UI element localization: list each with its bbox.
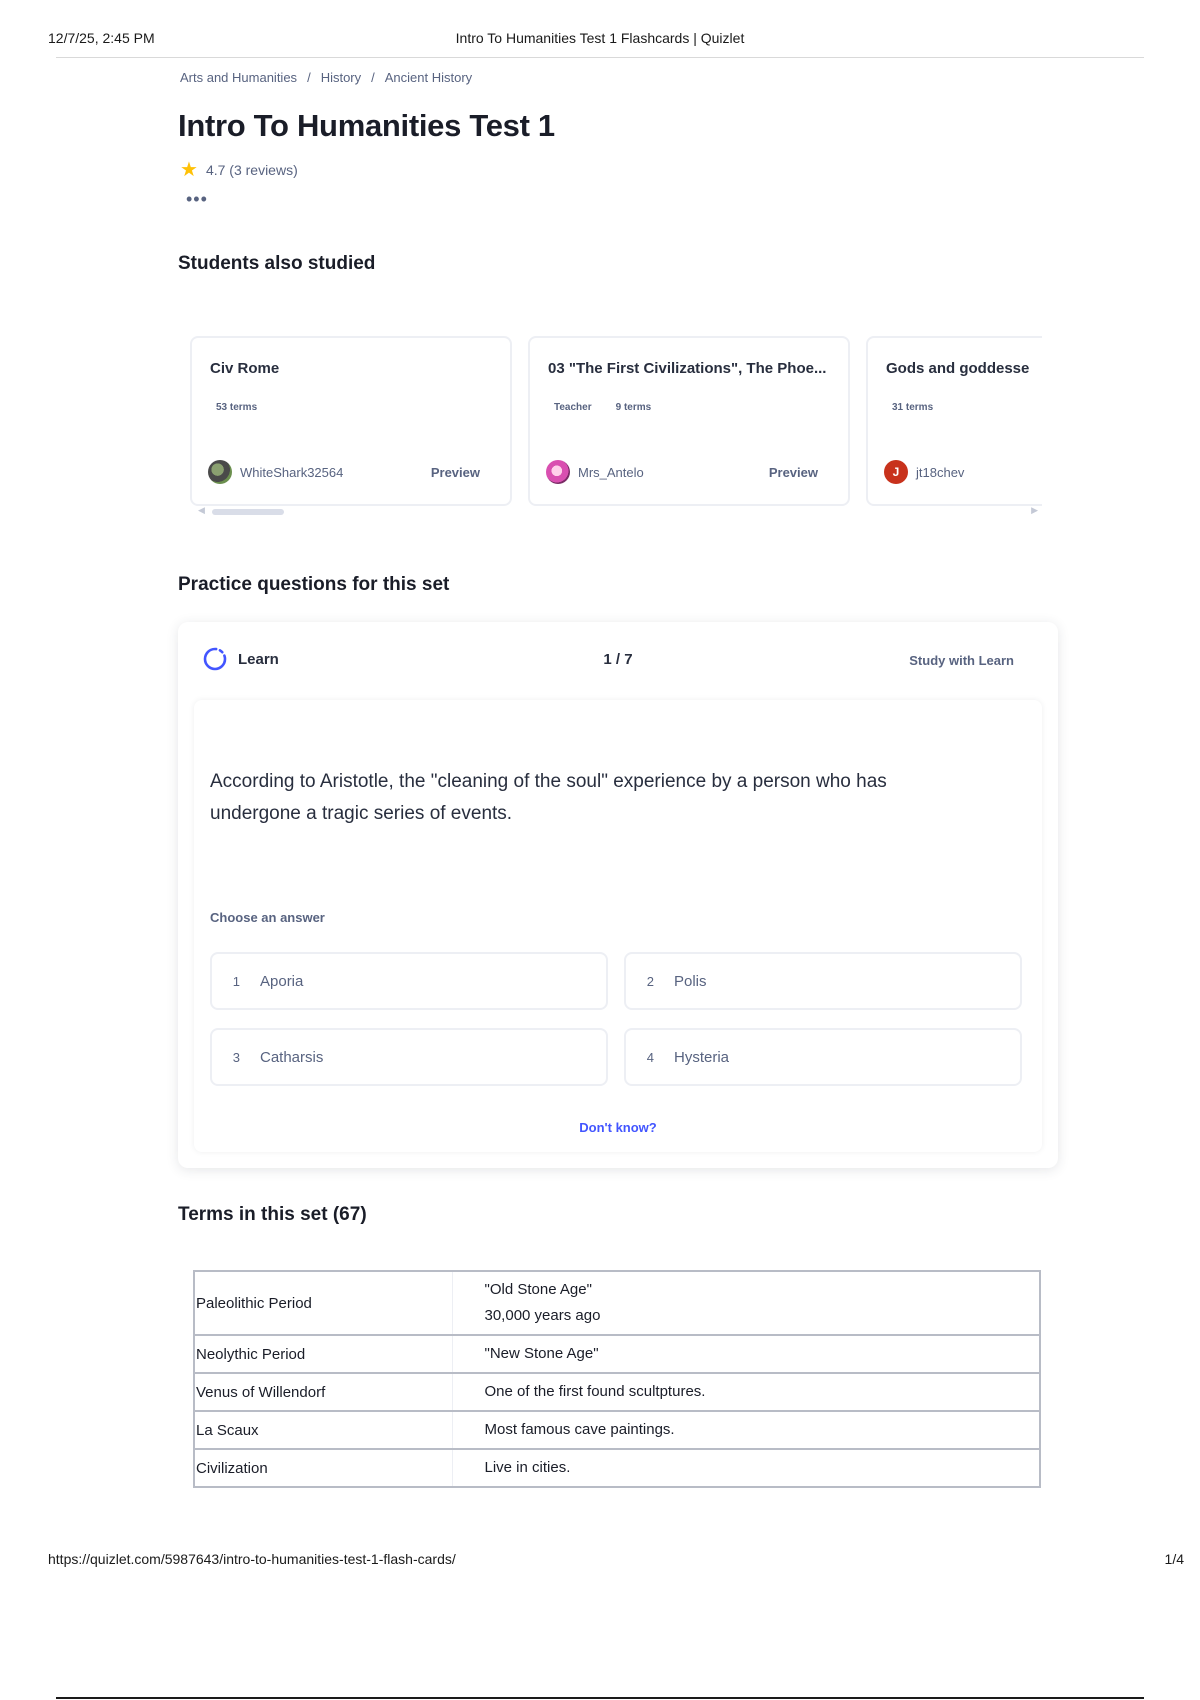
term-cell: Civilization	[194, 1449, 452, 1487]
studied-set-card[interactable]	[866, 336, 1042, 506]
card-title[interactable]: 03 "The First Civilizations", The Phoe...	[548, 360, 827, 377]
terms-heading: Terms in this set (67)	[178, 1204, 367, 1225]
breadcrumb-separator: /	[371, 70, 375, 85]
scroll-left-icon[interactable]: ◀	[198, 505, 205, 515]
card-term-count: 9 terms	[615, 402, 652, 413]
card-author[interactable]	[208, 460, 343, 484]
print-header	[48, 28, 1152, 50]
page-bottom-rule	[56, 1697, 1144, 1699]
terms-table	[193, 1270, 1041, 1488]
answer-option-1[interactable]	[210, 952, 608, 1010]
definition-cell: Live in cities.	[452, 1449, 1040, 1487]
study-with-learn-link[interactable]: Study with Learn	[909, 653, 1014, 668]
header-divider	[56, 57, 1144, 58]
card-meta	[216, 402, 257, 413]
print-url: https://quizlet.com/5987643/intro-to-humanities-test-1-flash-cards/	[48, 1551, 456, 1567]
card-meta	[554, 402, 651, 413]
table-row	[194, 1271, 1040, 1335]
table-row	[194, 1335, 1040, 1373]
answer-number: 3	[232, 1049, 240, 1065]
learn-header	[202, 646, 1034, 680]
answer-number: 2	[646, 973, 654, 989]
breadcrumb	[180, 70, 472, 85]
author-username: WhiteShark32564	[240, 464, 344, 480]
answer-text: Aporia	[260, 972, 304, 990]
studied-set-card[interactable]	[528, 336, 850, 506]
card-author[interactable]	[546, 460, 644, 484]
definition-cell: "New Stone Age"	[452, 1335, 1040, 1373]
more-options-icon[interactable]: •••	[186, 189, 208, 209]
rating[interactable]	[180, 160, 298, 180]
print-document-title: Intro To Humanities Test 1 Flashcards | Quizlet	[455, 30, 745, 46]
learn-practice-panel	[178, 622, 1058, 1168]
preview-button[interactable]: Preview	[430, 465, 480, 480]
term-cell: Paleolithic Period	[194, 1271, 452, 1335]
students-also-studied-heading: Students also studied	[178, 253, 376, 274]
question-progress: 1 / 7	[603, 651, 633, 668]
star-icon: ★	[180, 159, 198, 181]
table-row	[194, 1449, 1040, 1487]
author-username: jt18chev	[916, 464, 965, 480]
breadcrumb-item-history[interactable]: History	[320, 70, 362, 85]
card-term-count: 31 terms	[892, 402, 934, 413]
breadcrumb-item-ancient-history[interactable]: Ancient History	[384, 70, 473, 85]
dont-know-button	[194, 1120, 1042, 1135]
question-text: According to Aristotle, the "cleaning of the soul" experience by a person who has undergone a tragic series of events.	[210, 771, 887, 824]
definition-line: "Old Stone Age"	[484, 1281, 592, 1298]
answer-text: Polis	[674, 972, 707, 990]
card-creator-role: Teacher	[554, 402, 592, 413]
card-term-count: 53 terms	[216, 402, 258, 413]
studied-set-card[interactable]	[190, 336, 512, 506]
table-row	[194, 1411, 1040, 1449]
term-cell: La Scaux	[194, 1411, 452, 1449]
author-username: Mrs_Antelo	[578, 464, 644, 480]
practice-questions-heading: Practice questions for this set	[178, 574, 450, 595]
avatar: J	[884, 460, 908, 484]
answer-number: 1	[232, 973, 240, 989]
term-cell: Venus of Willendorf	[194, 1373, 452, 1411]
answer-number: 4	[646, 1049, 654, 1065]
answer-text: Catharsis	[260, 1048, 324, 1066]
card-author[interactable]	[884, 460, 964, 484]
definition-cell: Most famous cave paintings.	[452, 1411, 1040, 1449]
page-title: Intro To Humanities Test 1	[178, 108, 555, 143]
print-page-number: 1/4	[1164, 1551, 1184, 1567]
breadcrumb-item-arts-and-humanities[interactable]: Arts and Humanities	[180, 70, 298, 85]
card-title[interactable]: Gods and goddesse	[886, 360, 1030, 377]
avatar	[546, 460, 570, 484]
answer-option-2[interactable]	[624, 952, 1022, 1010]
term-cell: Neolythic Period	[194, 1335, 452, 1373]
studied-sets-carousel	[190, 334, 1042, 510]
scrollbar-thumb[interactable]	[212, 509, 284, 515]
rating-text: 4.7 (3 reviews)	[205, 162, 298, 178]
choose-answer-label: Choose an answer	[210, 910, 325, 925]
definition-cell	[452, 1271, 1040, 1335]
preview-button[interactable]: Preview	[768, 465, 818, 480]
answer-text: Hysteria	[674, 1048, 730, 1066]
avatar	[208, 460, 232, 484]
answer-option-3[interactable]	[210, 1028, 608, 1086]
card-title[interactable]: Civ Rome	[210, 360, 280, 377]
breadcrumb-separator: /	[307, 70, 311, 85]
table-row	[194, 1373, 1040, 1411]
dont-know-label[interactable]: Don't know?	[579, 1120, 657, 1135]
carousel-scrollbar[interactable]	[198, 505, 1038, 515]
definition-cell: One of the first found scultptures.	[452, 1373, 1040, 1411]
question-card	[194, 700, 1042, 1152]
scroll-right-icon[interactable]: ▶	[1031, 505, 1038, 515]
card-meta	[892, 402, 933, 413]
learn-mode-text: Learn	[238, 650, 279, 668]
definition-line: 30,000 years ago	[484, 1307, 601, 1324]
print-date: 12/7/25, 2:45 PM	[48, 30, 155, 46]
answer-option-4[interactable]	[624, 1028, 1022, 1086]
